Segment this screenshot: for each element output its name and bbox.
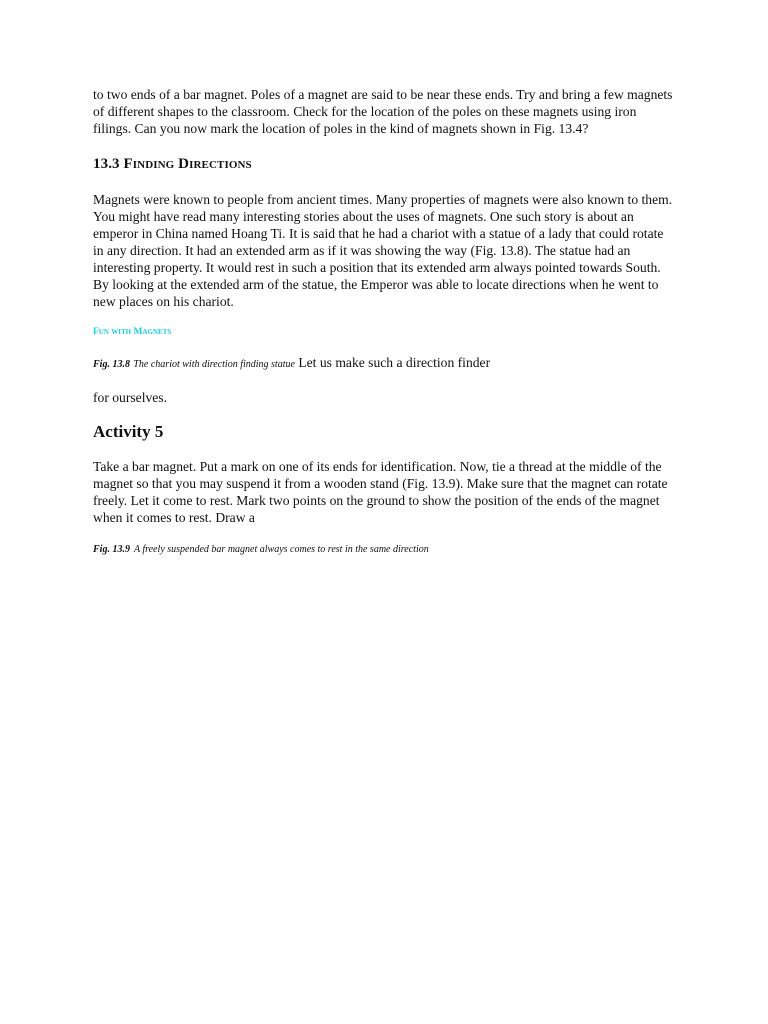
magnets-paragraph: Magnets were known to people from ancient times. Many properties of magnets were also known to them. You might have read many interesting stories about the uses of magnets. One such story is about an emperor in China named Hoang Ti. It is said that he had a chariot with a statue of a lady that could rotate in any direction. It had an extended arm as if it was showing the way (Fig. 13.8). The statue had an interesting property. It would rest in such a position that its extended arm always pointed towards South. By looking at the extended arm of the statue, the Emperor was able to locate directions when he went to new places on his chariot. [93,192,673,309]
running-head: Fun with Magnets [93,327,172,337]
continuation-text: for ourselves. [93,390,167,405]
section-heading [93,155,673,173]
activity-heading: Activity 5 [93,422,164,441]
figure-13-9-line [93,541,673,557]
document-page [93,86,673,557]
activity-paragraph: Take a bar magnet. Put a mark on one of its ends for identification. Now, tie a thread at the middle of the magnet so that you may suspend it from a wooden stand (Fig. 13.9). Make sure that the magnet can rotate freely. Let it come to rest. Mark two points on the ground to show the position of the ends of the magnet when it comes to rest. Draw a [93,459,668,525]
figure-13-8-line [93,354,673,373]
figure-13-8-following-text: Let us make such a direction finder [298,355,491,370]
section-title: Finding Directions [123,156,252,172]
figure-13-9-label: Fig. 13.9 [93,544,130,555]
section-number: 13.3 [93,156,120,172]
intro-paragraph: to two ends of a bar magnet. Poles of a magnet are said to be near these ends. Try and bring a few magnets of different shapes to the classroom. Check for the location of the poles on these magnets using iron filings. Can you now mark the location of poles in the kind of magnets shown in Fig. 13.4? [93,87,673,136]
figure-13-8-label: Fig. 13.8 [93,359,130,370]
figure-13-8-caption: The chariot with direction finding statue [133,359,295,370]
figure-13-9-caption: A freely suspended bar magnet always comes to rest in the same direction [133,544,429,555]
